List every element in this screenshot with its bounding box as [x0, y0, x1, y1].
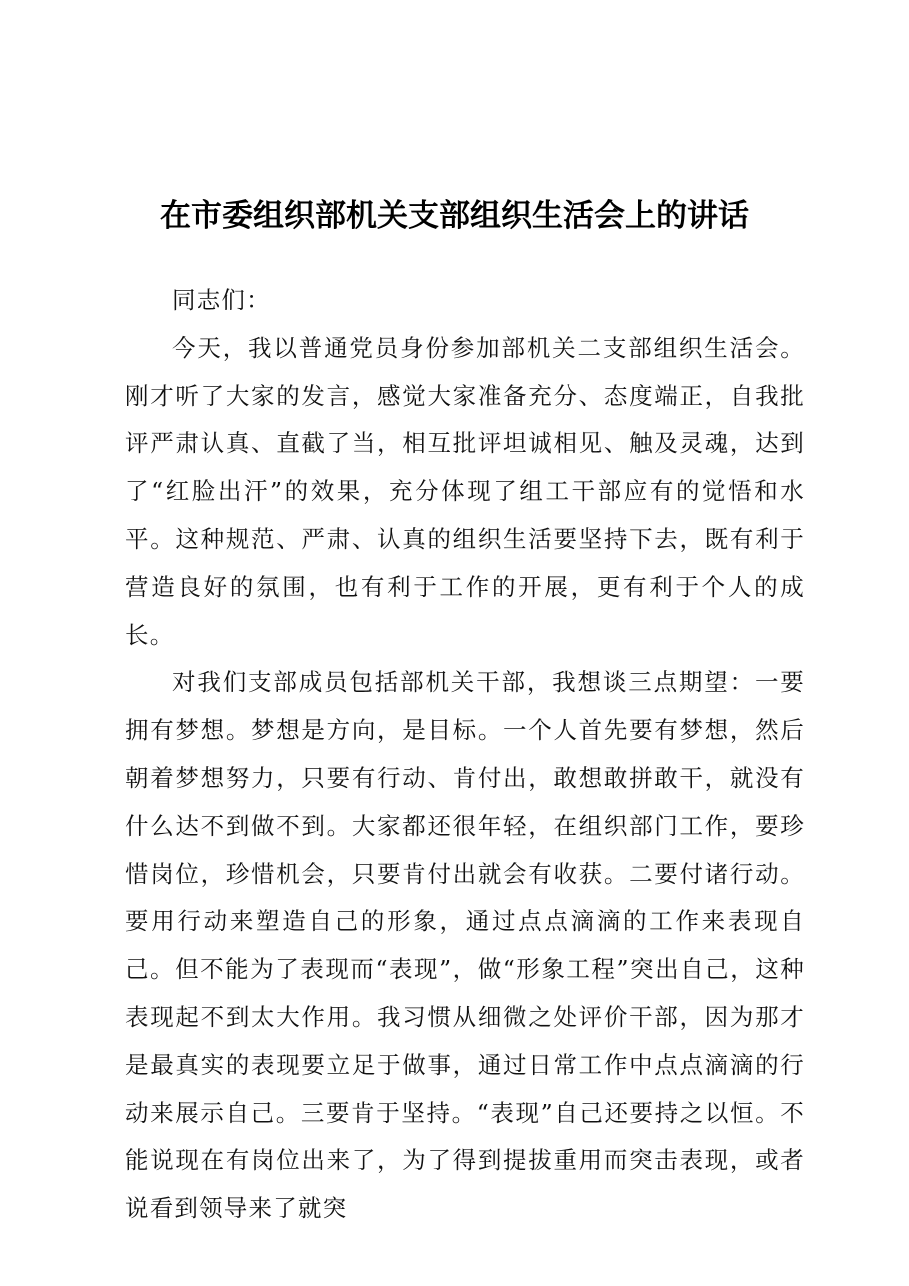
salutation: 同志们：: [172, 286, 271, 314]
document-title: 在市委组织部机关支部组织生活会上的讲话: [160, 198, 749, 234]
paragraph-1: 今天，我以普通党员身份参加部机关二支部组织生活会。刚才听了大家的发言，感觉大家准备充分、态度端正，自我批评严肃认真、直截了当，相互批评坦诚相见、触及灵魂，达到了“红脸出汗”的效果，充分体现了组工干部应有的觉悟和水平。这种规范、严肃、认真的组织生活要坚持下去，既有利于营造良好的氛围，也有利于工作的开展，更有利于个人的成长。: [125, 333, 805, 649]
paragraph-2: 对我们支部成员包括部机关干部，我想谈三点期望：一要拥有梦想。梦想是方向，是目标。一个人首先要有梦想，然后朝着梦想努力，只要有行动、肯付出，敢想敢拼敢干，就没有什么达不到做不到。大家都还很年轻，在组织部门工作，要珍惜岗位，珍惜机会，只要肯付出就会有收获。二要付诸行动。要用行动来塑造自己的形象，通过点点滴滴的工作来表现自己。但不能为了表现而“表现”，做“形象工程”突出自己，这种表现起不到太大作用。我习惯从细微之处评价干部，因为那才是最真实的表现要立足于做事，通过日常工作中点点滴滴的行动来展示自己。三要肯于坚持。“表现”自己还要持之以恒。不能说现在有岗位出来了，为了得到提拔重用而突击表现，或者说看到领导来了就突: [125, 668, 805, 1223]
document-body: [125, 277, 805, 1233]
